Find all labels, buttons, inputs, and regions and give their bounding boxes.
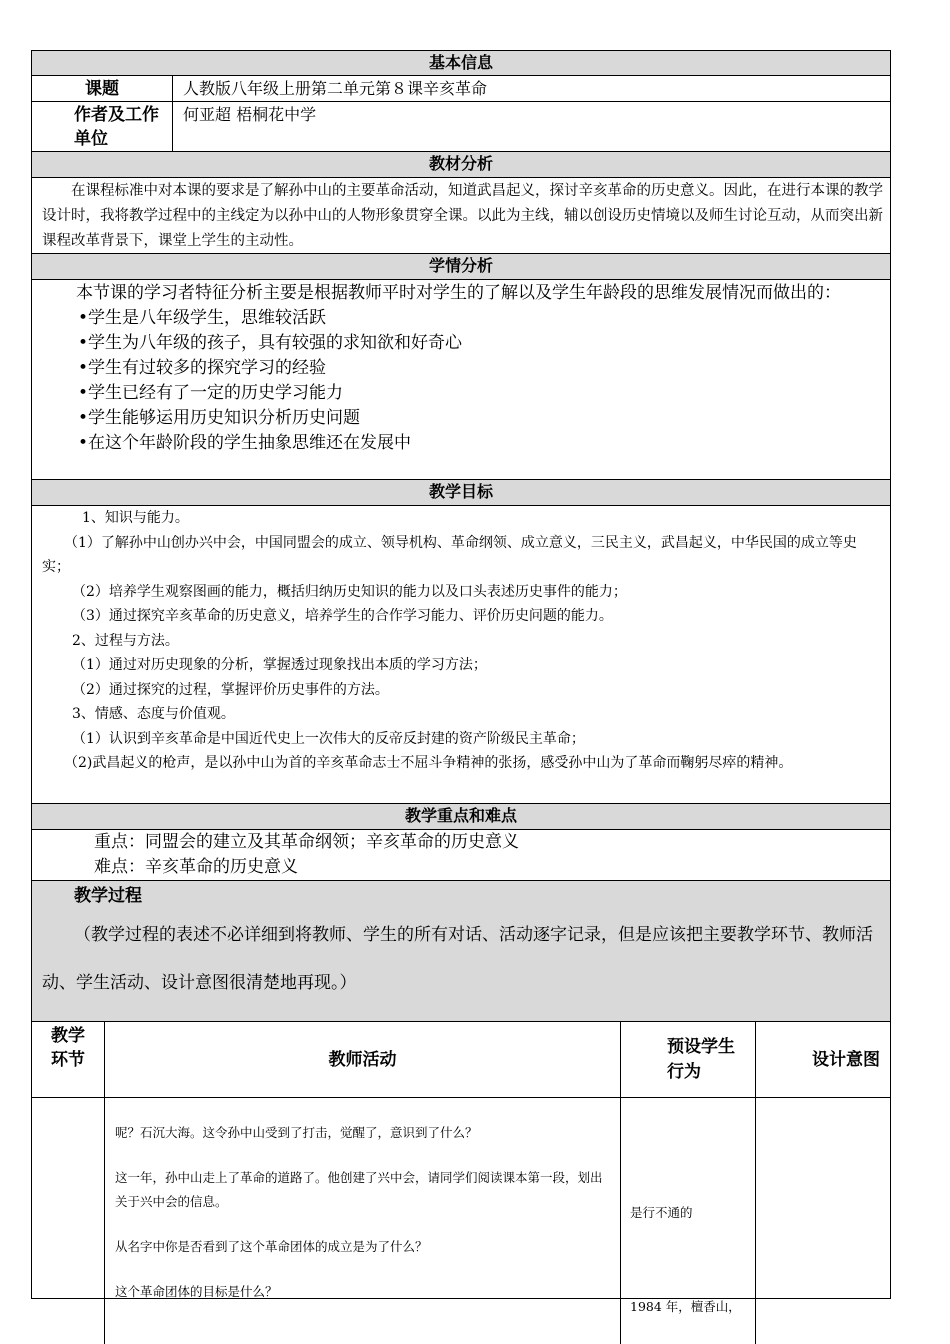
list-item-text: 在这个年龄阶段的学生抽象思维还在发展中 — [88, 433, 412, 453]
student-bullet-list — [42, 306, 882, 456]
col-header-stage-text: 教学环节 — [51, 1026, 85, 1070]
list-item-text: 学生已经有了一定的历史学习能力 — [88, 383, 344, 403]
process-design-cell — [755, 1097, 891, 1299]
key-points-header: 教学重点和难点 — [31, 803, 891, 830]
list-item-text: 学生能够运用历史知识分析历史问题 — [88, 408, 361, 428]
objective-line: 3、情感、态度与价值观。 — [72, 706, 235, 722]
topic-label: 课题 — [31, 75, 173, 102]
process-title: 教学过程 — [74, 886, 142, 906]
list-item-text: 学生是八年级学生，思维较活跃 — [88, 308, 327, 328]
teacher-line: 这个革命团体的目标是什么？ — [115, 1284, 278, 1299]
author-value: 何亚超 梧桐花中学 — [172, 101, 891, 152]
student-analysis-header: 学情分析 — [31, 253, 891, 280]
col-header-teacher: 教师活动 — [104, 1021, 621, 1098]
author-label — [31, 101, 173, 152]
textbook-analysis-header: 教材分析 — [31, 151, 891, 178]
list-item-text: 学生有过较多的探究学习的经验 — [88, 358, 327, 378]
topic-value: 人教版八年级上册第二单元第８课辛亥革命 — [172, 75, 891, 102]
list-item: •在这个年龄阶段的学生抽象思维还在发展中 — [78, 433, 412, 453]
process-stage-cell — [31, 1097, 105, 1299]
objective-line: （2)武昌起义的枪声，是以孙中山为首的辛亥革命志士不屈斗争精神的张扬，感受孙中山为了革命而鞠躬尽瘁的精神。 — [64, 755, 793, 771]
process-student-cell — [620, 1097, 756, 1344]
student-analysis-body — [31, 279, 891, 480]
basic-info-header: 基本信息 — [31, 50, 891, 76]
page-border-bottom — [31, 1298, 891, 1299]
list-item: •学生为八年级的孩子，具有较强的求知欲和好奇心 — [78, 333, 463, 353]
teacher-line: 从名字中你是否看到了这个革命团体的成立是为了什么？ — [115, 1239, 428, 1254]
objective-line: 2、过程与方法。 — [72, 632, 179, 649]
textbook-analysis-body — [31, 177, 891, 254]
author-label-text: 作者及工作单位 — [74, 105, 159, 149]
col-header-stage — [31, 1021, 105, 1098]
textbook-analysis-text: 在课程标准中对本课的要求是了解孙中山的主要革命活动，知道武昌起义，探讨辛亥革命的历史意义。因此，在进行本课的教学设计时，我将教学过程中的主线定为以孙中山的人物形象贯穿全课。以此为主线，辅以创设历史情境以及师生讨论互动，从而突出新课程改革背景下，课堂上学生的主动性。 — [42, 183, 883, 249]
student-analysis-intro: 本节课的学习者特征分析主要是根据教师平时对学生的了解以及学生年龄段的思维发展情况而做出的： — [76, 283, 841, 303]
objective-line: （3）通过探究辛亥革命的历史意义，培养学生的合作学习能力、评价历史问题的能力。 — [72, 608, 613, 624]
key-point-text: 重点：同盟会的建立及其革命纲领；辛亥革命的历史意义 — [94, 832, 519, 852]
teacher-line: 这一年，孙中山走上了革命的道路了。他创建了兴中会，请同学们阅读课本第一段，划出关于兴中会的信息。 — [115, 1170, 603, 1209]
objective-line: （1）通过对历史现象的分析，掌握透过现象找出本质的学习方法； — [72, 657, 487, 673]
process-note: （教学过程的表述不必详细到将教师、学生的所有对话、活动逐字记录，但是应该把主要教学环节、教师活动、学生活动、设计意图很清楚地再现。） — [42, 925, 873, 993]
list-item-text: 学生为八年级的孩子，具有较强的求知欲和好奇心 — [88, 333, 463, 353]
objective-line: （2）培养学生观察图画的能力，概括归纳历史知识的能力以及口头表述历史事件的能力； — [72, 583, 627, 600]
col-header-design: 设计意图 — [755, 1021, 891, 1098]
page-border-left — [31, 1097, 32, 1299]
student-line: 是行不通的 — [630, 1205, 693, 1220]
objective-line: （2）通过探究的过程，掌握评价历史事件的方法。 — [72, 681, 389, 698]
list-item: •学生有过较多的探究学习的经验 — [78, 358, 327, 378]
teacher-line: 呢？石沉大海。这令孙中山受到了打击，觉醒了，意识到了什么？ — [115, 1125, 478, 1140]
difficult-point-text: 难点：辛亥革命的历史意义 — [94, 857, 298, 877]
objectives-header: 教学目标 — [31, 479, 891, 506]
list-item: •学生已经有了一定的历史学习能力 — [78, 383, 344, 403]
col-header-student-text: 预设学生行为 — [667, 1037, 735, 1082]
list-item: •学生是八年级学生，思维较活跃 — [78, 308, 327, 328]
key-points-body — [31, 829, 891, 881]
objectives-body — [31, 505, 891, 804]
list-item: •学生能够运用历史知识分析历史问题 — [78, 408, 361, 428]
process-teacher-cell — [104, 1097, 621, 1344]
objective-line: 1、知识与能力。 — [82, 510, 189, 526]
student-line: 1984 年，檀香山， — [630, 1299, 741, 1314]
process-intro — [31, 880, 891, 1022]
objective-line: （1）了解孙中山创办兴中会，中国同盟会的成立、领导机构、革命纲领、成立意义，三民主义，武昌起义，中华民国的成立等史实； — [42, 534, 857, 575]
col-header-student — [620, 1021, 756, 1098]
objective-line: （1）认识到辛亥革命是中国近代史上一次伟大的反帝反封建的资产阶级民主革命； — [72, 730, 585, 747]
